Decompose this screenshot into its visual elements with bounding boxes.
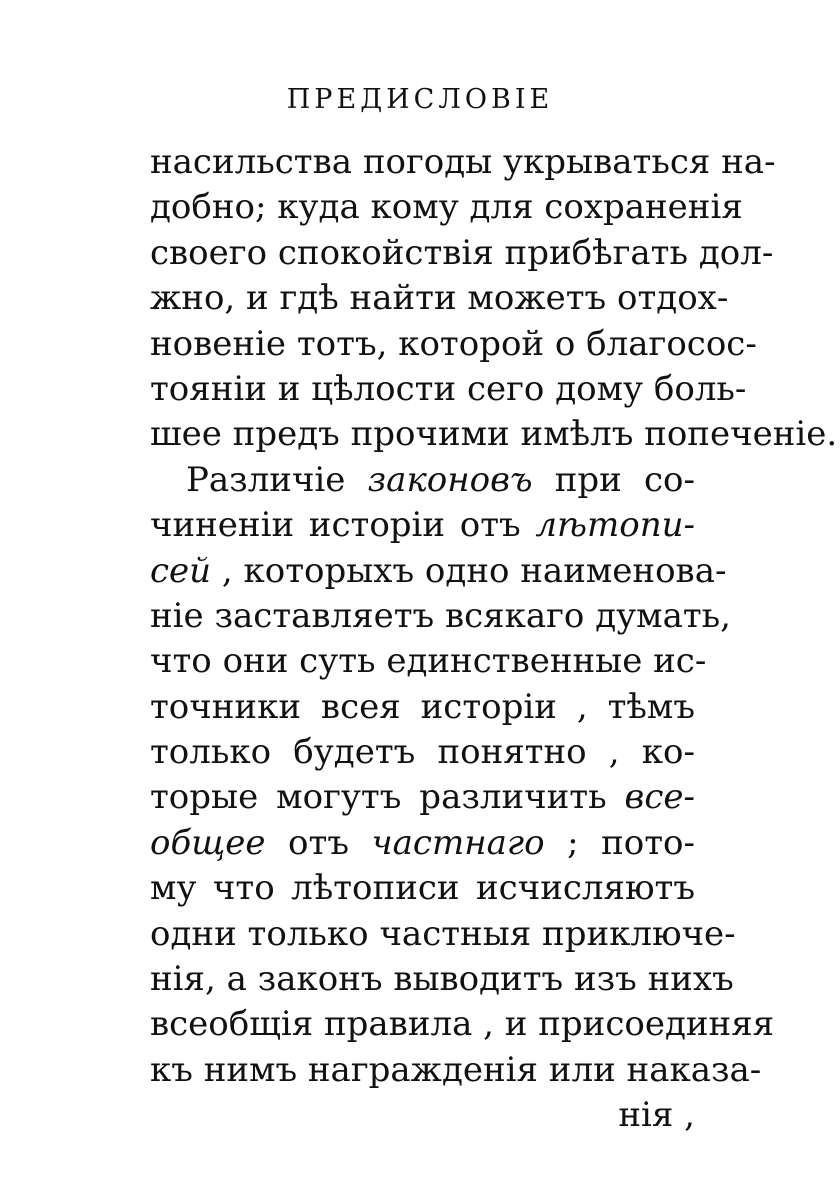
text-segment: чиненіи исторіи отъ bbox=[150, 505, 536, 546]
text-segment: при со- bbox=[532, 459, 696, 500]
text-segment: одни только частныя приключе- bbox=[150, 913, 736, 954]
text-segment: добно; куда кому для сохраненія bbox=[150, 187, 743, 228]
text-segment: только будетъ понятно , ко- bbox=[150, 732, 695, 773]
text-segment: торые могутъ различить bbox=[150, 777, 625, 818]
text-segment: шее предъ прочими имѣлъ попеченіе. bbox=[150, 414, 838, 455]
text-line bbox=[150, 866, 695, 911]
text-line bbox=[150, 367, 747, 412]
text-line bbox=[150, 503, 695, 548]
italic-term: общее bbox=[150, 822, 266, 863]
body-text bbox=[150, 140, 838, 1139]
text-segment: къ нимъ награжденія или наказа- bbox=[150, 1049, 762, 1090]
italic-term: частнаго bbox=[371, 822, 545, 863]
text-line bbox=[150, 140, 776, 185]
text-segment: насильства погоды укрываться на- bbox=[150, 142, 776, 182]
text-line bbox=[150, 231, 774, 276]
text-segment: точники всея исторіи , тѣмъ bbox=[150, 686, 695, 727]
text-line bbox=[150, 685, 695, 730]
text-line bbox=[150, 730, 695, 775]
text-segment: всеобщія правила , и присоединяя bbox=[150, 1004, 775, 1045]
text-line bbox=[150, 912, 736, 957]
text-segment: му что лѣтописи исчисляютъ bbox=[150, 868, 695, 909]
running-head: ПРЕДИСЛОВІЕ bbox=[286, 84, 554, 115]
italic-term: законовъ bbox=[367, 459, 533, 500]
text-segment: ніе заставляетъ всякаго думать, bbox=[150, 595, 731, 636]
text-line bbox=[150, 1093, 695, 1138]
text-line bbox=[150, 458, 695, 503]
text-segment: жно, и гдѣ найти можетъ отдох- bbox=[150, 278, 729, 319]
text-line bbox=[150, 639, 707, 684]
text-line bbox=[150, 957, 734, 1002]
text-segment: тояніи и цѣлости сего дому боль- bbox=[150, 368, 747, 409]
text-line bbox=[150, 594, 731, 639]
text-line bbox=[150, 775, 695, 820]
text-line bbox=[150, 412, 838, 457]
italic-term: все- bbox=[624, 777, 695, 818]
text-segment: своего спокойствія прибѣгать дол- bbox=[150, 232, 774, 273]
italic-term: лѣтопи- bbox=[535, 505, 695, 546]
text-segment: ; пото- bbox=[544, 822, 695, 863]
text-line bbox=[150, 549, 727, 594]
text-line bbox=[150, 1002, 775, 1047]
text-line bbox=[150, 821, 695, 866]
text-segment: что они суть единственные ис- bbox=[150, 641, 707, 682]
text-line bbox=[150, 276, 729, 321]
text-line bbox=[150, 1048, 762, 1093]
text-segment: отъ bbox=[265, 822, 372, 863]
text-segment: , которыхъ одно наименова- bbox=[211, 550, 727, 591]
text-line bbox=[150, 185, 743, 230]
text-line bbox=[150, 322, 757, 367]
text-segment: нія , bbox=[618, 1095, 695, 1136]
text-segment: новеніе тотъ, которой о благосос- bbox=[150, 323, 757, 364]
italic-term: сей bbox=[150, 550, 212, 591]
text-segment: нія, а законъ выводитъ изъ нихъ bbox=[150, 959, 734, 1000]
text-segment: Различіе bbox=[186, 459, 368, 500]
